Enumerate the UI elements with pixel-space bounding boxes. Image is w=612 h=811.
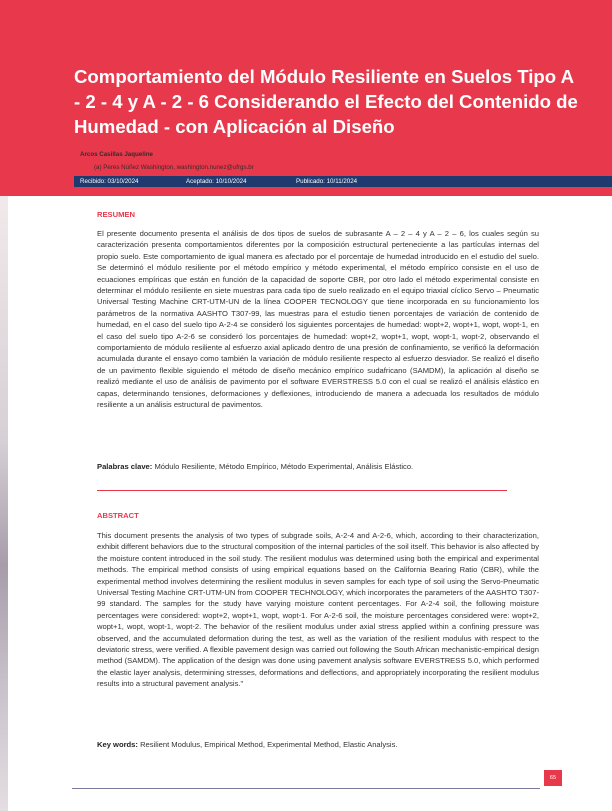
side-photo <box>0 196 8 811</box>
footer-rule <box>72 788 540 789</box>
palabras-clave <box>97 462 413 471</box>
author-name: Arcos Casillas Jaqueline <box>80 151 153 158</box>
abstract-heading: ABSTRACT <box>97 511 139 520</box>
key-words <box>97 740 398 749</box>
page-number: 65 <box>544 770 562 786</box>
paper-title: Comportamiento del Módulo Resiliente en Suelos Tipo A - 2 - 4 y A - 2 - 6 Considerando el Efecto del Contenido de Humedad - con Aplicación al Diseño <box>74 66 578 137</box>
dates-bar <box>74 176 612 187</box>
resumen-heading: RESUMEN <box>97 210 135 219</box>
published-date: Publicado: 10/11/2024 <box>296 178 358 185</box>
resumen-body: El presente documento presenta el análisis de dos tipos de suelos de subrasante A – 2 – 4 y A – 2 – 6, los cuales según su caracterización presenta comportamientos diferentes por la composición estructural perteneciente a las partículas internas del propio suelo. Este comportamiento de igual manera es afectado por el porcentaje de humedad introducido en el estudio del suelo. Se determinó el módulo resiliente por el método empírico y método experimental, el método empírico consiste en el uso de ecuaciones empíricas que están en función de la capacidad de soporte CBR, por otro lado el método experimental consiste en determinar el módulo resiliente en siete muestras para cada tipo de suelo realizado en el equipo triaxial cíclico Servo – Pneumatic Universal Testing Machine CRT-UTM-UN de la línea COOPER TECNOLOGY que tiene incorporada en su funcionamiento los parámetros de la normativa AASHTO T307-99, las muestras para el estudio tienen porcentajes de variación de contenido de humedad, en el caso del suelo tipo A-2-4 se consideró los siguientes porcentajes de humedad: wopt+2, wopt+1, wopt, wopt-1, en el caso del suelo tipo A-2-6 se consideró los porcentajes de humedad: wopt+2, wopt+1, wopt, wopt-1, wopt-2, observando el comportamiento de módulo resiliente al esfuerzo axial aplicado dentro de una presión de confinamiento, se verificó la deformación acumulada durante el ensayo como también la variación de módulo resiliente respecto al esfuerzo desviador. Se realizó el diseño de un pavimento flexible siguiendo el método de diseño mecánico empírico sudafricano (SAMDM), la aplicación al diseño se realizó mediante el uso de análisis de pavimento por el software EVERSTRESS 5.0 con el cual se realizó el análisis elástico en capas, determinando tensiones, deformaciones y deflexiones, introduciendo de manera a adecuada los resultados de módulo resiliente a un análisis estructural de pavimentos. <box>97 229 539 410</box>
section-divider <box>97 490 507 491</box>
received-date: Recibido: 03/10/2024 <box>80 178 139 185</box>
title-banner <box>0 0 612 196</box>
accepted-date: Aceptado: 10/10/2024 <box>186 178 247 185</box>
author-affiliation: (a) Peres Núñez Washington, washington.nunez@ufrgs.br <box>94 164 254 171</box>
palabras-clave-text: Módulo Resiliente, Método Empírico, Método Experimental, Análisis Elástico. <box>154 462 414 471</box>
abstract-body: This document presents the analysis of two types of subgrade soils, A-2-4 and A-2-6, which, according to their characterization, exhibit different behaviors due to the structural composition of the internal particles of the soil itself. This behavior is also affected by the moisture content introduced in the soil study. The resilient modulus was determined using both the empirical and experimental methods. The empirical method consists of using empirical equations based on the California Bearing Ratio (CBR), while the experimental method involves determining the resilient modulus in seven samples for each type of soil using the Servo-Pneumatic Universal Testing Machine CRT-UTM-UN from COOPER TECHNOLOGY, which incorporates the parameters of the AASHTO T307-99 standard. The samples for the study have varying moisture content percentages. For A-2-4 soil, the following moisture percentages were considered: wopt+2, wopt+1, wopt, wopt-1. For A-2-6 soil, the moisture percentages considered were: wopt+2, wopt+1, wopt, wopt-1, wopt-2. The behavior of the resilient modulus under axial stress applied within a confining pressure was observed, and the accumulated deformation during the test, as well as the variation of the resilient modulus with respect to the deviatoric stress, were verified. A flexible pavement design was carried out following the South African mechanistic-empirical design method (SAMDM). The application of the design was done using pavement analysis software EVERSTRESS 5.0, which performed the elastic layer analysis, determining stresses, deformations and deflections, and appropriately incorporating the resilient modulus results into a structural pavement analysis." <box>97 531 539 689</box>
key-words-text: Resilient Modulus, Empirical Method, Experimental Method, Elastic Analysis. <box>140 740 398 749</box>
key-words-label: Key words: <box>97 740 138 749</box>
palabras-clave-label: Palabras clave: <box>97 462 153 471</box>
